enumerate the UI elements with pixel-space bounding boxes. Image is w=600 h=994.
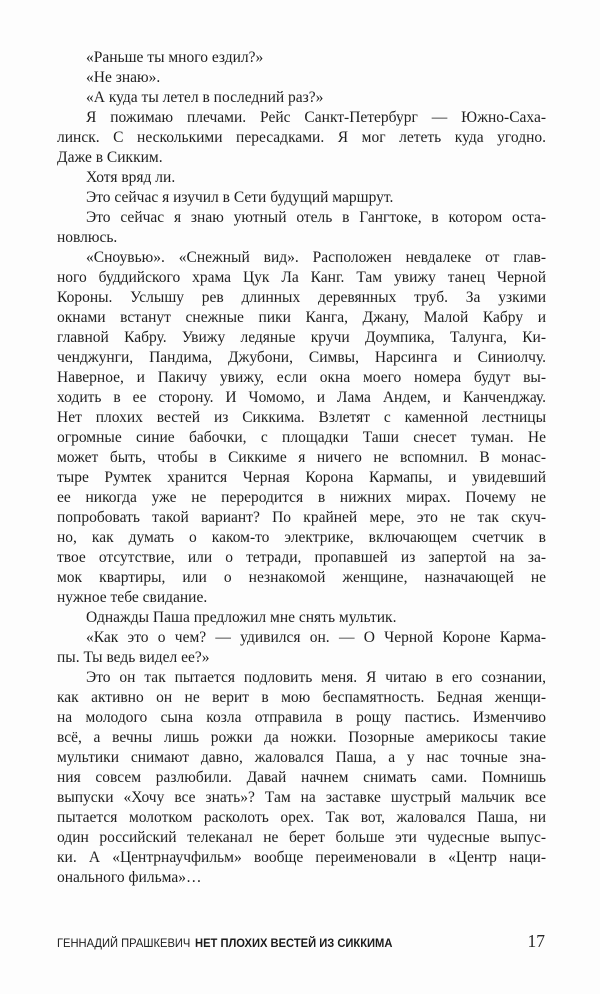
paragraph — [57, 168, 546, 188]
text-line: всё, а вечны лишь рожки да ножки. Позорные америкосы такие — [57, 729, 546, 746]
text-line: Наверное, и Пакичу увижу, если окна моего номера будут вы- — [57, 369, 546, 386]
text-line: Это сейчас я изучил в Сети будущий маршрут. — [86, 189, 394, 206]
paragraph — [57, 48, 546, 68]
page-footer — [57, 931, 545, 952]
text-line: линск. С несколькими пересадками. Я мог лететь куда угодно. — [57, 129, 546, 146]
text-line: ее никогда уже не переродится в нижних мирах. Почему не — [57, 489, 546, 506]
text-line: нужное тебе свидание. — [57, 589, 208, 606]
text-line: попробовать такой вариант? По крайней мере, это не так скуч- — [57, 509, 546, 526]
text-line: ходить в ее сторону. И Чомомо, и Лама Андем, и Канченджау. — [57, 389, 546, 406]
text-line: на молодого сына козла отправила в рощу пастись. Изменчиво — [57, 709, 546, 726]
paragraph — [57, 188, 546, 208]
text-line: Короны. Услышу рев длинных деревянных труб. За узкими — [57, 289, 546, 306]
text-line: «Не знаю». — [86, 69, 161, 86]
text-line: новлюсь. — [57, 229, 118, 246]
text-line: как активно он не верит в мою беспамятность. Бедная женщи- — [57, 689, 546, 706]
text-line: Я пожимаю плечами. Рейс Санкт-Петербург — Южно-Саха- — [86, 109, 546, 126]
text-line: Однажды Паша предложил мне снять мультик. — [86, 609, 397, 626]
text-line: окнами встанут снежные пики Канга, Джану, Малой Кабру и — [57, 309, 546, 326]
text-line: мультики снимают давно, жаловался Паша, а у нас точные зна- — [57, 749, 546, 766]
paragraph — [57, 668, 546, 888]
text-line: Даже в Сикким. — [57, 149, 163, 166]
text-line: выпуски «Хочу все знать»? Там на заставке шустрый мальчик все — [57, 789, 546, 806]
text-block — [57, 48, 546, 888]
text-line: твое отсутствие, или о тетради, пропавшей из запертой на за- — [57, 549, 546, 566]
paragraph — [57, 208, 546, 248]
text-line: может быть, чтобы в Сиккиме я ничего не вспомнил. В монас- — [57, 449, 546, 466]
text-line: «Раньше ты много ездил?» — [86, 49, 264, 66]
text-line: пытается молотком расколоть орех. Так вот, жаловался Паша, ни — [57, 809, 546, 826]
text-line: Нет плохих вестей из Сиккима. Взлетят с каменной лестницы — [57, 409, 546, 426]
text-line: главной Кабру. Увижу ледяные кручи Доумпика, Талунга, Ки- — [57, 329, 546, 346]
text-line: Это он так пытается подловить меня. Я читаю в его сознании, — [86, 669, 546, 686]
text-line: Это сейчас я знаю уютный отель в Гангтоке, в котором оста- — [86, 209, 546, 226]
text-line: ния совсем разлюбили. Давай начнем снимать сами. Помнишь — [57, 769, 546, 786]
footer-author: ГЕННАДИЙ ПРАШКЕВИЧ — [57, 936, 191, 950]
text-line: но, как думать о каком-то электрике, включающем счетчик в — [57, 529, 546, 546]
text-line: «А куда ты летел в последний раз?» — [86, 89, 324, 106]
text-line: один российский телеканал не берет больше эти чудесные выпус- — [57, 829, 546, 846]
footer-book-title: НЕТ ПЛОХИХ ВЕСТЕЙ ИЗ СИККИМА — [195, 936, 393, 950]
text-line: ки. А «Центрнаучфильм» вообще переименовали в «Центр наци- — [57, 849, 546, 866]
paragraph — [57, 608, 546, 628]
running-footer — [57, 936, 392, 950]
page-number: 17 — [527, 931, 545, 951]
text-line: пы. Ты ведь видел ее?» — [57, 649, 210, 666]
text-line: ного буддийского храма Цук Ла Канг. Там увижу танец Черной — [57, 269, 546, 286]
text-line: онального фильма»… — [57, 869, 202, 886]
text-line: огромные синие бабочки, с площадки Таши снесет туман. Не — [57, 429, 546, 446]
text-line: «Сноувью». «Снежный вид». Расположен невдалеке от глав- — [86, 249, 546, 266]
paragraph — [57, 68, 546, 88]
paragraph — [57, 88, 546, 108]
text-line: «Как это о чем? — удивился он. — О Черной Короне Карма- — [86, 629, 546, 646]
text-line: мок квартиры, или о незнакомой женщине, назначающей не — [57, 569, 546, 586]
paragraph — [57, 248, 546, 608]
text-line: ченджунги, Пандима, Джубони, Симвы, Нарсинга и Синиолчу. — [57, 349, 546, 366]
paragraph — [57, 628, 546, 668]
text-line: Хотя вряд ли. — [86, 169, 176, 186]
text-line: тыре Румтек хранится Черная Корона Кармапы, и увидевший — [57, 469, 546, 486]
paragraph — [57, 108, 546, 168]
